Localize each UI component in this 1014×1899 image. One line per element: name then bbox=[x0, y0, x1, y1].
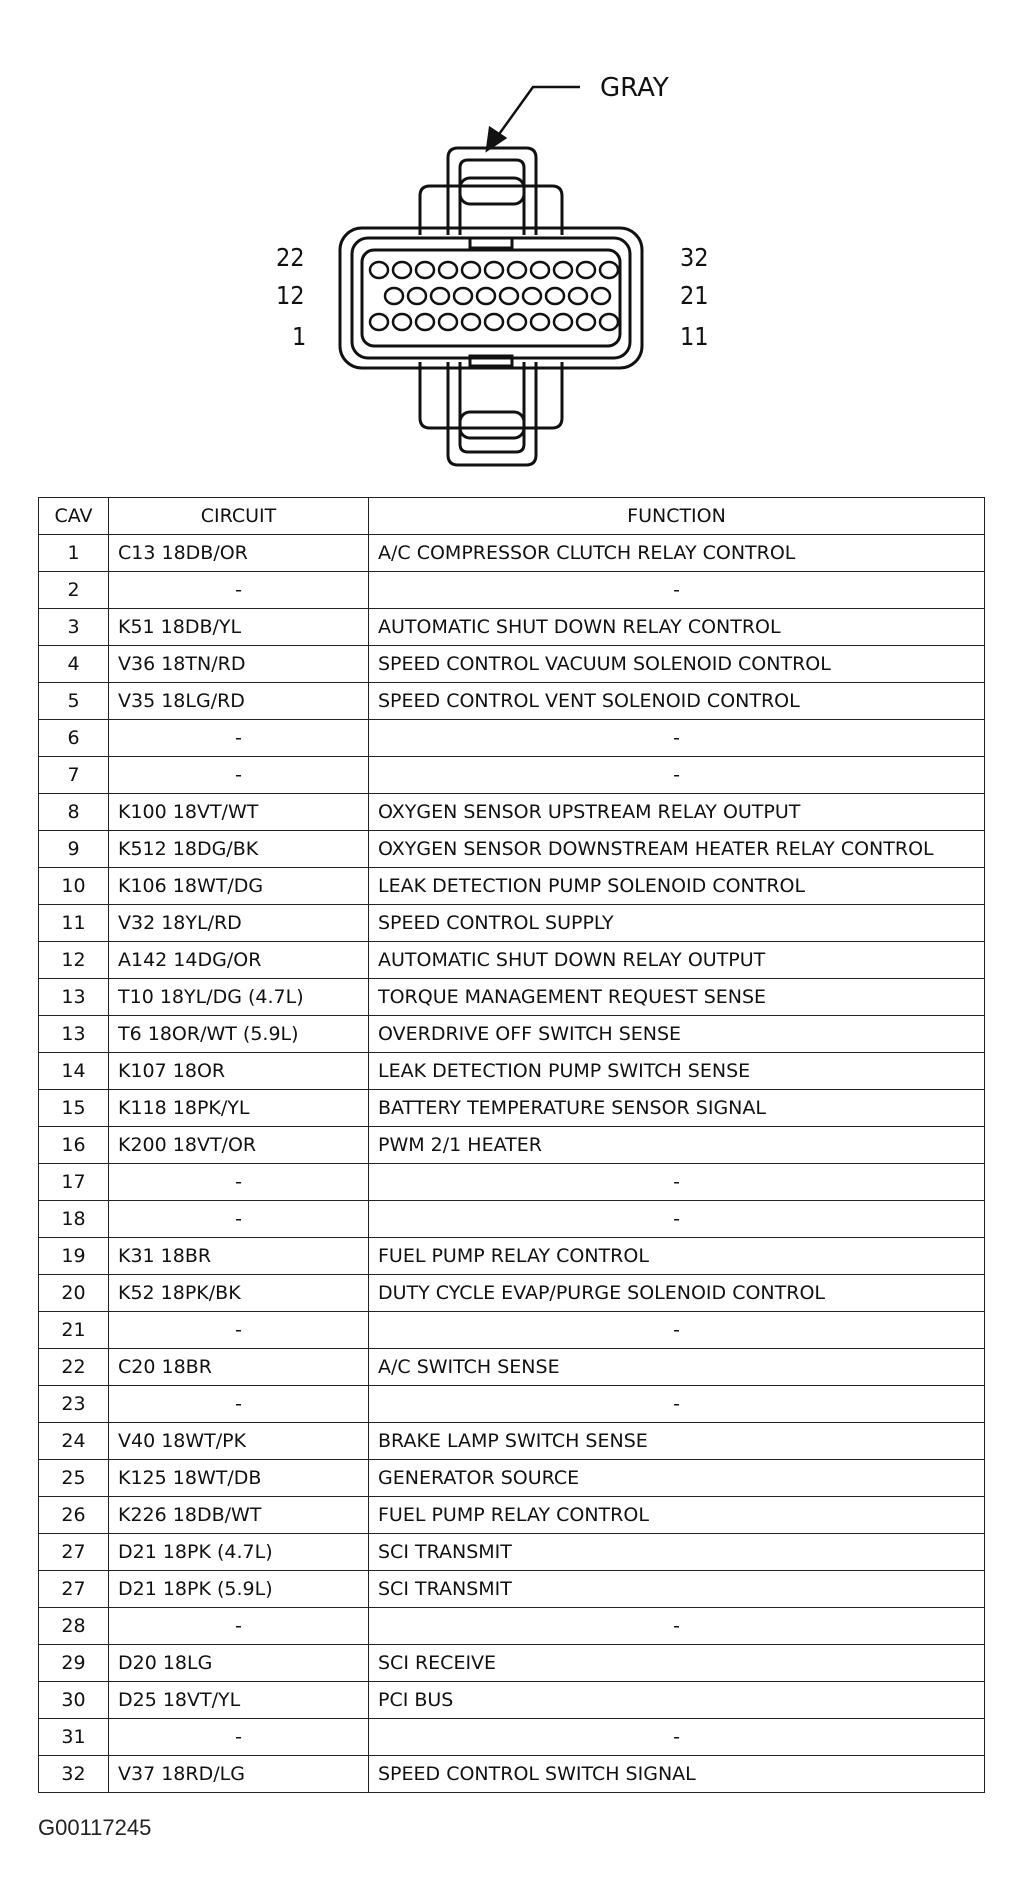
table-row bbox=[39, 1349, 985, 1386]
pin-label-1: 1 bbox=[292, 322, 307, 351]
circuit-cell: T6 18OR/WT (5.9L) bbox=[109, 1016, 369, 1053]
cav-cell: 16 bbox=[39, 1127, 109, 1164]
pinout-table bbox=[38, 497, 985, 1793]
function-cell: SCI TRANSMIT bbox=[369, 1571, 985, 1608]
cav-cell: 7 bbox=[39, 757, 109, 794]
cav-cell: 5 bbox=[39, 683, 109, 720]
cav-cell: 13 bbox=[39, 979, 109, 1016]
circuit-cell: - bbox=[109, 1719, 369, 1756]
table-row bbox=[39, 1053, 985, 1090]
circuit-cell: K118 18PK/YL bbox=[109, 1090, 369, 1127]
function-cell: SPEED CONTROL VACUUM SOLENOID CONTROL bbox=[369, 646, 985, 683]
cav-cell: 14 bbox=[39, 1053, 109, 1090]
cav-cell: 27 bbox=[39, 1534, 109, 1571]
pin-cavity bbox=[393, 314, 411, 330]
function-cell: - bbox=[369, 1719, 985, 1756]
function-cell: PWM 2/1 HEATER bbox=[369, 1127, 985, 1164]
cav-cell: 31 bbox=[39, 1719, 109, 1756]
function-cell: - bbox=[369, 1312, 985, 1349]
table-row bbox=[39, 1016, 985, 1053]
circuit-cell: K106 18WT/DG bbox=[109, 868, 369, 905]
pin-cavity bbox=[477, 288, 495, 304]
circuit-cell: K226 18DB/WT bbox=[109, 1497, 369, 1534]
function-cell: FUEL PUMP RELAY CONTROL bbox=[369, 1497, 985, 1534]
circuit-cell: - bbox=[109, 572, 369, 609]
table-row bbox=[39, 683, 985, 720]
pin-label-32: 32 bbox=[680, 243, 709, 272]
cav-cell: 11 bbox=[39, 905, 109, 942]
table-row bbox=[39, 1719, 985, 1756]
circuit-cell: V36 18TN/RD bbox=[109, 646, 369, 683]
pin-cavity bbox=[439, 314, 457, 330]
cav-cell: 3 bbox=[39, 609, 109, 646]
pin-cavity bbox=[454, 288, 472, 304]
circuit-cell: V32 18YL/RD bbox=[109, 905, 369, 942]
circuit-cell: - bbox=[109, 1201, 369, 1238]
function-cell: AUTOMATIC SHUT DOWN RELAY CONTROL bbox=[369, 609, 985, 646]
table-row bbox=[39, 1497, 985, 1534]
pin-cavity bbox=[523, 288, 541, 304]
circuit-cell: K512 18DG/BK bbox=[109, 831, 369, 868]
cav-cell: 22 bbox=[39, 1349, 109, 1386]
pin-cavity bbox=[370, 314, 388, 330]
pin-cavity bbox=[485, 314, 503, 330]
cav-cell: 27 bbox=[39, 1571, 109, 1608]
function-cell: - bbox=[369, 1608, 985, 1645]
function-cell: SPEED CONTROL SUPPLY bbox=[369, 905, 985, 942]
cav-cell: 30 bbox=[39, 1682, 109, 1719]
color-callout-arrow bbox=[487, 87, 580, 150]
function-cell: LEAK DETECTION PUMP SWITCH SENSE bbox=[369, 1053, 985, 1090]
pin-cavity bbox=[416, 262, 434, 278]
circuit-cell: V37 18RD/LG bbox=[109, 1756, 369, 1793]
pin-label-12: 12 bbox=[276, 281, 305, 310]
table-row bbox=[39, 757, 985, 794]
function-cell: SCI TRANSMIT bbox=[369, 1534, 985, 1571]
pin-cavity bbox=[462, 314, 480, 330]
cav-cell: 28 bbox=[39, 1608, 109, 1645]
table-row bbox=[39, 942, 985, 979]
pin-cavity bbox=[500, 288, 518, 304]
header-function: FUNCTION bbox=[369, 498, 985, 535]
header-circuit: CIRCUIT bbox=[109, 498, 369, 535]
pin-cavity bbox=[416, 314, 434, 330]
circuit-cell: - bbox=[109, 1608, 369, 1645]
table-row bbox=[39, 1460, 985, 1497]
pin-cavity bbox=[462, 262, 480, 278]
pin-cavity bbox=[577, 262, 595, 278]
pin-cavity bbox=[577, 314, 595, 330]
pin-label-11: 11 bbox=[680, 322, 709, 351]
table-row bbox=[39, 609, 985, 646]
cav-cell: 23 bbox=[39, 1386, 109, 1423]
cav-cell: 9 bbox=[39, 831, 109, 868]
function-cell: GENERATOR SOURCE bbox=[369, 1460, 985, 1497]
function-cell: DUTY CYCLE EVAP/PURGE SOLENOID CONTROL bbox=[369, 1275, 985, 1312]
connector-diagram bbox=[0, 0, 1014, 480]
function-cell: - bbox=[369, 572, 985, 609]
function-cell: - bbox=[369, 1201, 985, 1238]
cav-cell: 29 bbox=[39, 1645, 109, 1682]
function-cell: A/C COMPRESSOR CLUTCH RELAY CONTROL bbox=[369, 535, 985, 572]
cav-cell: 2 bbox=[39, 572, 109, 609]
table-row bbox=[39, 1164, 985, 1201]
pin-cavity bbox=[554, 314, 572, 330]
cav-cell: 12 bbox=[39, 942, 109, 979]
function-cell: SCI RECEIVE bbox=[369, 1645, 985, 1682]
circuit-cell: K52 18PK/BK bbox=[109, 1275, 369, 1312]
function-cell: FUEL PUMP RELAY CONTROL bbox=[369, 1238, 985, 1275]
pin-cavity bbox=[592, 288, 610, 304]
cav-cell: 10 bbox=[39, 868, 109, 905]
circuit-cell: K51 18DB/YL bbox=[109, 609, 369, 646]
function-cell: TORQUE MANAGEMENT REQUEST SENSE bbox=[369, 979, 985, 1016]
circuit-cell: D21 18PK (5.9L) bbox=[109, 1571, 369, 1608]
function-cell: SPEED CONTROL SWITCH SIGNAL bbox=[369, 1756, 985, 1793]
table-row bbox=[39, 868, 985, 905]
function-cell: OXYGEN SENSOR UPSTREAM RELAY OUTPUT bbox=[369, 794, 985, 831]
circuit-cell: V40 18WT/PK bbox=[109, 1423, 369, 1460]
cav-cell: 8 bbox=[39, 794, 109, 831]
circuit-cell: C13 18DB/OR bbox=[109, 535, 369, 572]
function-cell: - bbox=[369, 720, 985, 757]
circuit-cell: - bbox=[109, 720, 369, 757]
table-row bbox=[39, 1534, 985, 1571]
circuit-cell: K31 18BR bbox=[109, 1238, 369, 1275]
cav-cell: 32 bbox=[39, 1756, 109, 1793]
connector-housing bbox=[340, 148, 642, 465]
table-row bbox=[39, 646, 985, 683]
header-cav: CAV bbox=[39, 498, 109, 535]
table-row bbox=[39, 720, 985, 757]
circuit-cell: D25 18VT/YL bbox=[109, 1682, 369, 1719]
table-row bbox=[39, 905, 985, 942]
table-row bbox=[39, 1608, 985, 1645]
function-cell: - bbox=[369, 1164, 985, 1201]
cav-cell: 19 bbox=[39, 1238, 109, 1275]
function-cell: PCI BUS bbox=[369, 1682, 985, 1719]
cav-cell: 26 bbox=[39, 1497, 109, 1534]
function-cell: BRAKE LAMP SWITCH SENSE bbox=[369, 1423, 985, 1460]
pin-cavity bbox=[393, 262, 411, 278]
circuit-cell: - bbox=[109, 1164, 369, 1201]
pin-cavity bbox=[600, 314, 618, 330]
table-row bbox=[39, 1201, 985, 1238]
cav-cell: 24 bbox=[39, 1423, 109, 1460]
table-row bbox=[39, 1645, 985, 1682]
pin-cavity bbox=[431, 288, 449, 304]
circuit-cell: C20 18BR bbox=[109, 1349, 369, 1386]
table-row bbox=[39, 1090, 985, 1127]
cav-cell: 20 bbox=[39, 1275, 109, 1312]
cav-cell: 18 bbox=[39, 1201, 109, 1238]
circuit-cell: - bbox=[109, 1386, 369, 1423]
figure-id: G00117245 bbox=[38, 1815, 152, 1840]
pin-cavity bbox=[569, 288, 587, 304]
function-cell: A/C SWITCH SENSE bbox=[369, 1349, 985, 1386]
pin-cavity bbox=[600, 262, 618, 278]
table-row bbox=[39, 979, 985, 1016]
pin-cavity bbox=[554, 262, 572, 278]
circuit-cell: V35 18LG/RD bbox=[109, 683, 369, 720]
cav-cell: 15 bbox=[39, 1090, 109, 1127]
table-row bbox=[39, 1756, 985, 1793]
pin-cavity bbox=[508, 314, 526, 330]
cav-cell: 13 bbox=[39, 1016, 109, 1053]
pin-cavity bbox=[508, 262, 526, 278]
circuit-cell: D21 18PK (4.7L) bbox=[109, 1534, 369, 1571]
table-row bbox=[39, 1127, 985, 1164]
table-row bbox=[39, 1682, 985, 1719]
function-cell: AUTOMATIC SHUT DOWN RELAY OUTPUT bbox=[369, 942, 985, 979]
circuit-cell: K100 18VT/WT bbox=[109, 794, 369, 831]
circuit-cell: K125 18WT/DB bbox=[109, 1460, 369, 1497]
cav-cell: 6 bbox=[39, 720, 109, 757]
table-row bbox=[39, 1423, 985, 1460]
connector-drawing bbox=[0, 0, 1014, 480]
function-cell: BATTERY TEMPERATURE SENSOR SIGNAL bbox=[369, 1090, 985, 1127]
connector-pin-array bbox=[370, 262, 618, 330]
pinout-table-body bbox=[39, 535, 985, 1793]
pin-cavity bbox=[370, 262, 388, 278]
cav-cell: 25 bbox=[39, 1460, 109, 1497]
function-cell: - bbox=[369, 1386, 985, 1423]
cav-cell: 21 bbox=[39, 1312, 109, 1349]
table-row bbox=[39, 1275, 985, 1312]
circuit-cell: D20 18LG bbox=[109, 1645, 369, 1682]
cav-cell: 4 bbox=[39, 646, 109, 683]
pin-cavity bbox=[439, 262, 457, 278]
table-row bbox=[39, 1312, 985, 1349]
pin-label-21: 21 bbox=[680, 281, 709, 310]
circuit-cell: K200 18VT/OR bbox=[109, 1127, 369, 1164]
circuit-cell: T10 18YL/DG (4.7L) bbox=[109, 979, 369, 1016]
pin-cavity bbox=[485, 262, 503, 278]
table-row bbox=[39, 831, 985, 868]
pin-cavity bbox=[531, 314, 549, 330]
table-row bbox=[39, 794, 985, 831]
cav-cell: 1 bbox=[39, 535, 109, 572]
pin-cavity bbox=[531, 262, 549, 278]
circuit-cell: - bbox=[109, 757, 369, 794]
pin-cavity bbox=[546, 288, 564, 304]
pin-label-22: 22 bbox=[276, 243, 305, 272]
table-row bbox=[39, 1238, 985, 1275]
pin-cavity bbox=[408, 288, 426, 304]
circuit-cell: A142 14DG/OR bbox=[109, 942, 369, 979]
circuit-cell: - bbox=[109, 1312, 369, 1349]
pinout-table-container bbox=[38, 497, 984, 1793]
table-row bbox=[39, 572, 985, 609]
table-row bbox=[39, 1571, 985, 1608]
table-header-row bbox=[39, 498, 985, 535]
table-row bbox=[39, 535, 985, 572]
function-cell: OVERDRIVE OFF SWITCH SENSE bbox=[369, 1016, 985, 1053]
function-cell: SPEED CONTROL VENT SOLENOID CONTROL bbox=[369, 683, 985, 720]
function-cell: OXYGEN SENSOR DOWNSTREAM HEATER RELAY CONTROL bbox=[369, 831, 985, 868]
table-row bbox=[39, 1386, 985, 1423]
connector-color-label: GRAY bbox=[600, 73, 669, 103]
cav-cell: 17 bbox=[39, 1164, 109, 1201]
function-cell: - bbox=[369, 757, 985, 794]
circuit-cell: K107 18OR bbox=[109, 1053, 369, 1090]
function-cell: LEAK DETECTION PUMP SOLENOID CONTROL bbox=[369, 868, 985, 905]
pin-cavity bbox=[385, 288, 403, 304]
